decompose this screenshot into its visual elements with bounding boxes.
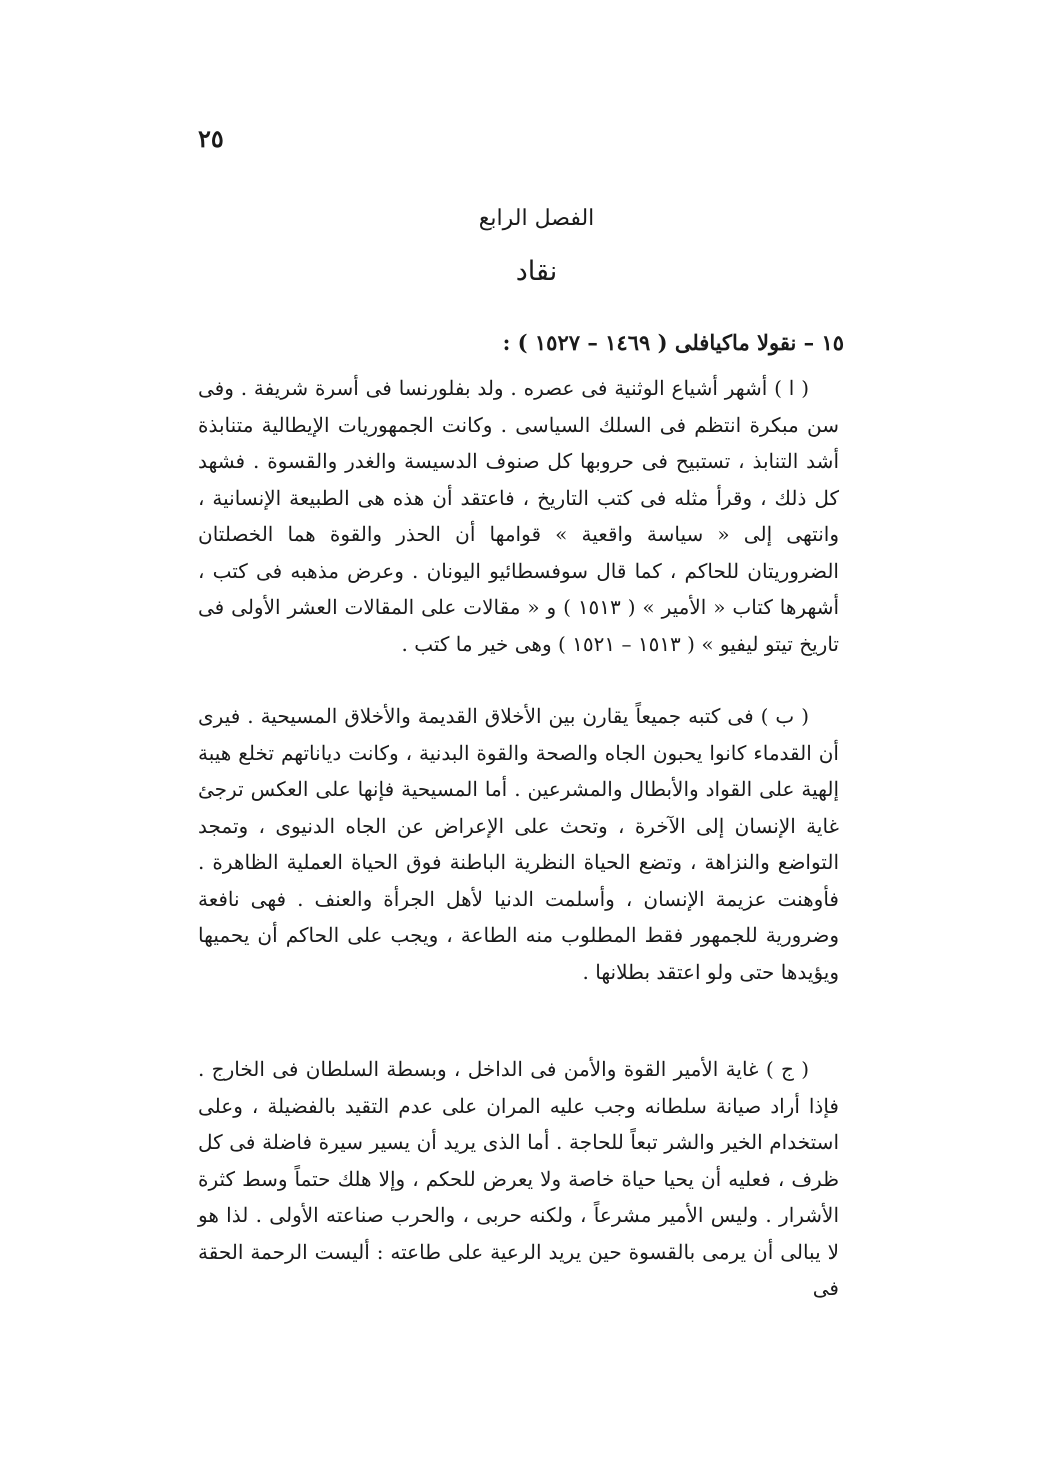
page-number: ٢٥ — [198, 124, 224, 153]
chapter-label: الفصل الرابع — [478, 206, 595, 231]
paragraph-text: ( ب ) فى كتبه جميعاً يقارن بين الأخلاق القديمة والأخلاق المسيحية . فيرى أن القدماء كانوا يحبون الجاه والصحة والقوة البدنية ، وكانت دياناتهم تخلع هيبة إلهية على القواد والأبطال والمشرعين . أما المسيحية فإنها على العكس ترجئ غاية الإنسان إلى الآخرة ، وتحث على الإعراض عن الجاه الدنيوى ، وتمجد التواضع والنزاهة ، وتضع الحياة النظرية الباطنة فوق الحياة العملية الظاهرة . فأوهنت عزيمة الإنسان ، وأسلمت الدنيا لأهل الجرأة والعنف . فهى نافعة وضرورية للجمهور فقط المطلوب منه الطاعة ، ويجب على الحاكم أن يحميها ويؤيدها حتى ولو اعتقد بطلانها . — [198, 704, 839, 984]
body-paragraph-a — [198, 370, 839, 662]
paragraph-text: ( ا ) أشهر أشياع الوثنية فى عصره . ولد بفلورنسا فى أسرة شريفة . وفى سن مبكرة انتظم فى السلك السياسى . وكانت الجمهوريات الإيطالية متنابذة أشد التنابذ ، تستبيح فى حروبها كل صنوف الدسيسة والغدر والقسوة . فشهد كل ذلك ، وقرأ مثله فى كتب التاريخ ، فاعتقد أن هذه هى الطبيعة الإنسانية ، وانتهى إلى « سياسة واقعية » قوامها أن الحذر والقوة هما الخصلتان الضروريتان للحاكم ، كما قال سوفسطائيو اليونان . وعرض مذهبه فى كتب ، أشهرها كتاب « الأمير » ( ١٥١٣ ) و « مقالات على المقالات العشر الأولى فى تاريخ تيتو ليفيو » ( ١٥١٣ – ١٥٢١ ) وهى خير ما كتب . — [198, 376, 840, 656]
chapter-title: نقاد — [515, 256, 558, 287]
body-paragraph-c — [198, 1051, 839, 1307]
section-heading: ١٥ – نقولا ماكيافلى ( ١٤٦٩ – ١٥٢٧ ) : — [502, 330, 844, 355]
body-paragraph-b — [198, 698, 839, 990]
paragraph-text: ( ج ) غاية الأمير القوة والأمن فى الداخل ، وبسطة السلطان فى الخارج . فإذا أراد صيانة سلطانه وجب عليه المران على عدم التقيد بالفضيلة ، وعلى استخدام الخير والشر تبعاً للحاجة . أما الذى يريد أن يسير سيرة فاضلة فى كل ظرف ، فعليه أن يحيا حياة خاصة ولا يعرض للحكم ، وإلا هلك حتماً وسط كثرة الأشرار . وليس الأمير مشرعاً ، ولكنه حربى ، والحرب صناعته الأولى . لذا هو لا يبالى أن يرمى بالقسوة حين يريد الرعية على طاعته : أليست الرحمة الحقة فى — [198, 1057, 840, 1300]
